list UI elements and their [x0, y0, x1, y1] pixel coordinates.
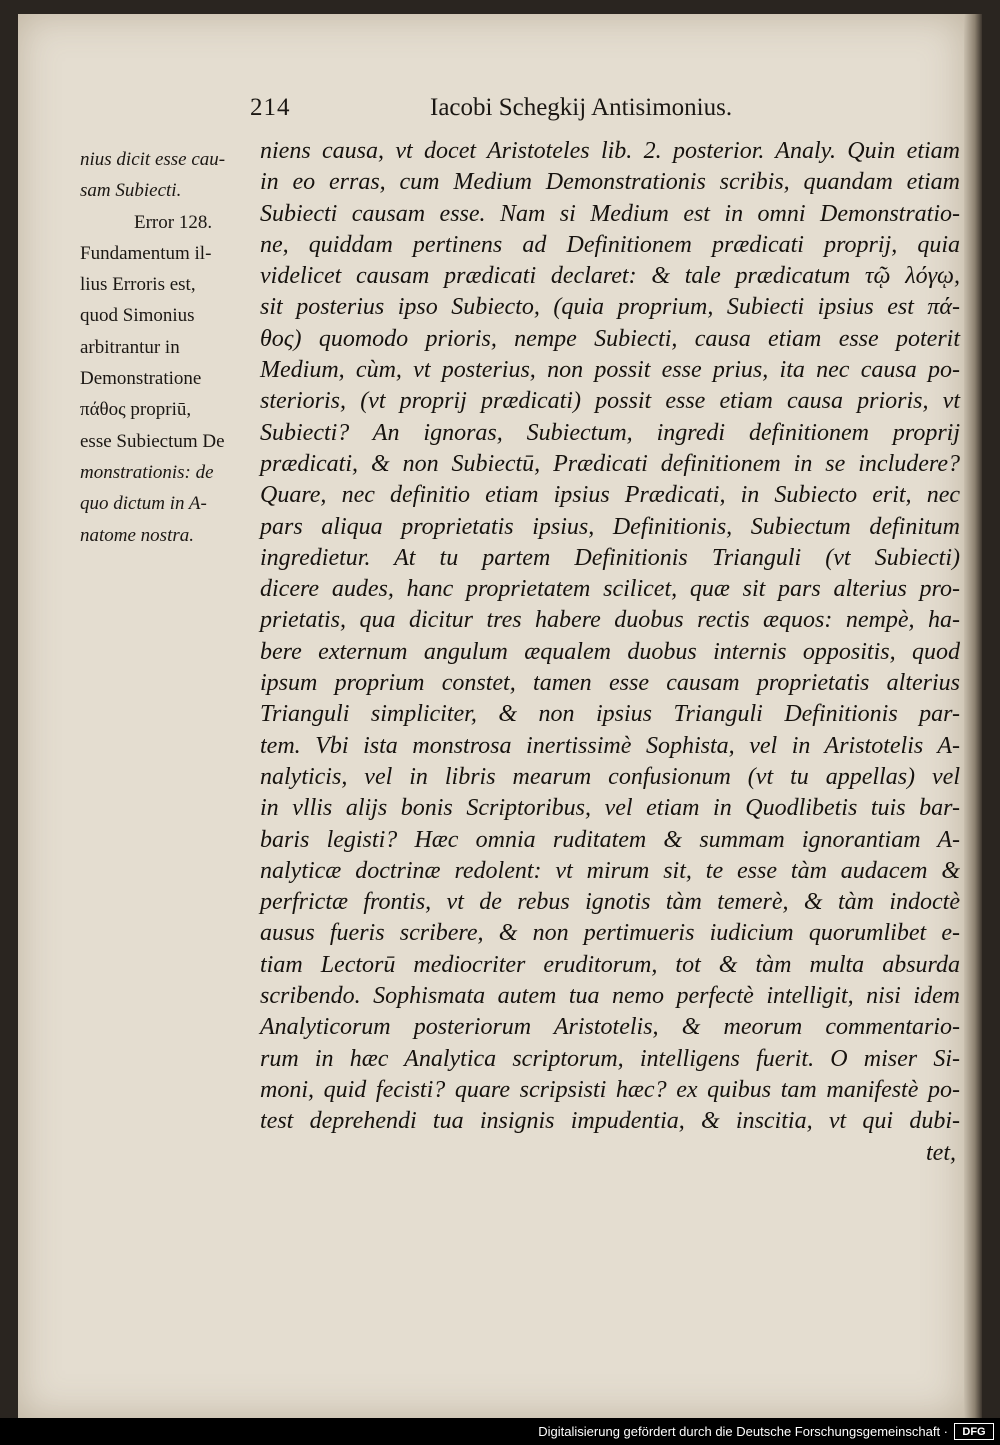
- text-line: rum in hæc Analytica scriptorum, intelligens fuerit. O miser Si-: [260, 1045, 960, 1072]
- text-line: sterioris, (vt proprij prædicati) possit esse etiam causa prioris, vt: [260, 388, 960, 415]
- text-line: Subiecti causam esse. Nam si Medium est in omni Demonstratio-: [260, 200, 960, 227]
- text-line: niens causa, vt docet Aristoteles lib. 2. posterior. Analy. Quin etiam: [260, 138, 960, 164]
- running-title: Iacobi Schegkij Antisimonius.: [430, 94, 733, 121]
- text-line: tem. Vbi ista monstrosa inertissimè Sophista, vel in Aristotelis A-: [260, 732, 960, 759]
- catchword: tet,: [926, 1139, 956, 1166]
- margin-line: πάθος propriū,: [80, 399, 192, 421]
- text-line: test deprehendi tua insignis impudentia, & inscitia, vt qui dubi-: [260, 1108, 960, 1135]
- text-line: in vllis alijs bonis Scriptoribus, vel etiam in Quodlibetis tuis bar-: [260, 795, 960, 822]
- margin-line: sam Subiecti.: [80, 180, 182, 202]
- text-line: ne, quiddam pertinens ad Definitionem prædicati proprij, quia: [260, 231, 960, 258]
- page-edge-shadow: [964, 14, 982, 1418]
- page-number: 214: [250, 94, 291, 121]
- page-header: [18, 90, 964, 130]
- text-line: prietatis, qua dicitur tres habere duobus rectis æquos: nempè, ha-: [260, 607, 960, 634]
- text-line: dicere audes, hanc proprietatem scilicet, quæ sit pars alterius pro-: [260, 576, 960, 603]
- margin-notes: [80, 144, 280, 551]
- text-line: baris legisti? Hæc omnia ruditatem & summam ignorantiam A-: [260, 826, 960, 853]
- dfg-logo: DFG: [954, 1423, 994, 1440]
- text-line: nalyticæ doctrinæ redolent: vt mirum sit, te esse tàm audacem &: [260, 857, 960, 884]
- margin-line: Demonstratione: [80, 368, 202, 390]
- margin-line: monstrationis: de: [80, 461, 214, 483]
- margin-line: esse Subiectum De: [80, 430, 225, 452]
- margin-line: natome nostra.: [80, 524, 194, 546]
- text-line: θος) quomodo prioris, nempe Subiecti, causa etiam esse poterit: [260, 325, 960, 352]
- text-line: tiam Lectorū mediocriter eruditorum, tot & tàm multa absurda: [260, 951, 960, 978]
- text-line: moni, quid fecisti? quare scripsisti hæc? ex quibus tam manifestè po-: [260, 1076, 960, 1103]
- margin-line: nius dicit esse cau-: [80, 149, 226, 170]
- text-line: Quare, nec definitio etiam ipsius Prædicati, in Subiecto erit, nec: [260, 482, 960, 509]
- text-line: videlicet causam prædicati declaret: & tale prædicatum τῷ λόγῳ,: [260, 263, 960, 290]
- digitization-footer: [0, 1418, 1000, 1445]
- text-line: ingredietur. At tu partem Definitionis Trianguli (vt Subiecti): [260, 544, 960, 571]
- main-text: [260, 136, 960, 1169]
- text-line: in eo erras, cum Medium Demonstrationis scribis, quandam etiam: [260, 169, 960, 196]
- margin-line: arbitrantur in: [80, 336, 180, 358]
- margin-line: quod Simonius: [80, 305, 195, 327]
- book-page: [18, 14, 964, 1418]
- text-line: nalyticis, vel in libris mearum confusionum (vt tu appellas) vel: [260, 763, 960, 790]
- text-line: prædicati, & non Subiectū, Prædicati definitionem in se includere?: [260, 450, 960, 477]
- text-line: sit posterius ipso Subiecto, (quia proprium, Subiecti ipsius est πά-: [260, 294, 960, 321]
- margin-line: lius Erroris est,: [80, 274, 196, 296]
- text-line: ausus fueris scribere, & non pertimueris iudicium quorumlibet e-: [260, 920, 960, 947]
- margin-line: Error 128.: [134, 211, 213, 233]
- text-line: bere externum angulum æqualem duobus internis oppositis, quod: [260, 638, 960, 665]
- text-line: pars aliqua proprietatis ipsius, Definitionis, Subiectum definitum: [260, 513, 960, 540]
- text-line: scribendo. Sophismata autem tua nemo perfectè intelligit, nisi idem: [260, 983, 960, 1010]
- text-line: Subiecti? An ignoras, Subiectum, ingredi definitionem proprij: [260, 419, 960, 446]
- text-line: Analyticorum posteriorum Aristotelis, & meorum commentario-: [260, 1014, 960, 1041]
- text-line: Trianguli simpliciter, & non ipsius Trianguli Definitionis par-: [260, 701, 960, 728]
- margin-line: Fundamentum il-: [80, 242, 212, 264]
- text-line: perfrictæ frontis, vt de rebus ignotis tàm temerè, & tàm indoctè: [260, 889, 960, 916]
- footer-credit: Digitalisierung gefördert durch die Deutsche Forschungsgemeinschaft ·: [538, 1424, 948, 1439]
- text-line: Medium, cùm, vt posterius, non possit esse prius, ita nec causa po-: [260, 357, 960, 384]
- text-line: ipsum proprium constet, tamen esse causam proprietatis alterius: [260, 670, 960, 697]
- margin-line: quo dictum in A-: [80, 493, 207, 515]
